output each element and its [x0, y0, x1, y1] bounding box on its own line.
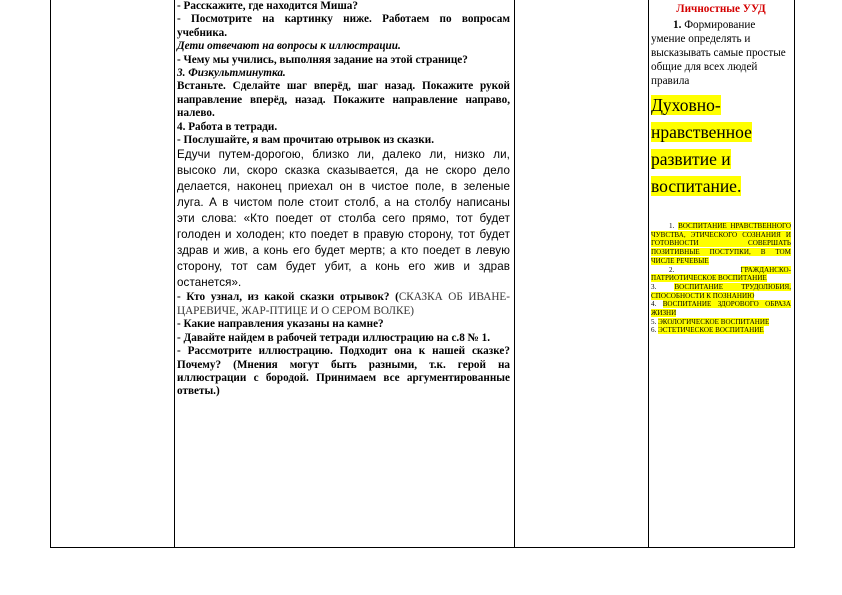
item-text: Формирование умение определять и высказывать самые простые общие для всех людей правила — [651, 19, 786, 87]
big-heading-line: воспитание. — [651, 176, 742, 196]
section-heading: 3. Физкультминутка. — [177, 67, 286, 80]
fairy-tale-excerpt: Едучи путем-дорогою, близко ли, далеко ли, низко ли, высоко ли, скоро сказка сказывается, да не скоро дело делается, наконец приехал он в чистое поле, в зеленые луга. А в чистом поле стоит столб, а на столбу написаны эти слова: «Кто поедет от столба сего прямо, тот будет голоден и холоден; кто поедет в правую сторону, тот будет здрав и жив, а конь его будет мертв; а кто поедет в левую сторону, тот сам будет убит, а конь его жив и здрав останется». — [177, 148, 510, 290]
table-border-right — [794, 0, 795, 548]
lesson-content-cell — [177, 0, 510, 399]
list-item — [651, 222, 791, 266]
list-item — [651, 318, 791, 327]
list-number: 6. — [651, 326, 657, 335]
question-text: - Кто узнал, из какой сказки отрывок? ( — [177, 291, 399, 304]
list-number: 3. — [651, 282, 657, 291]
uud-item-1 — [651, 18, 791, 88]
table-border-left — [50, 0, 51, 548]
text-line: - Чему мы учились, выполняя задание на этой странице? — [177, 53, 468, 66]
table-divider-1 — [174, 0, 175, 548]
text-line: Встаньте. Сделайте шаг вперёд, шаг назад. Покажите рукой направление вперёд, назад. Покажите направление направо, налево. — [177, 80, 510, 120]
table-divider-3 — [648, 0, 649, 548]
text-line: - Расскажите, где находится Миша? — [177, 0, 358, 12]
table-divider-2 — [514, 0, 515, 548]
list-number: 5. — [651, 317, 657, 326]
text-line: - Какие направления указаны на камне? — [177, 318, 384, 331]
list-text: ЭСТЕТИЧЕСКОЕ ВОСПИТАНИЕ — [658, 326, 764, 335]
list-text: ВОСПИТАНИЕ НРАВСТВЕННОГО ЧУВСТВА, ЭТИЧЕСКОГО СОЗНАНИЯ И ГОТОВНОСТИ СОВЕРШАТЬ ПОЗИТИВНЫЕ ПОСТУПКИ, В ТОМ ЧИСЛЕ РЕЧЕВЫЕ — [651, 222, 791, 265]
big-heading — [651, 92, 791, 200]
list-text: ВОСПИТАНИЕ ТРУДОЛЮБИЯ, СПОСОБНОСТИ К ПОЗНАНИЮ — [651, 282, 791, 300]
list-text: ЭКОЛОГИЧЕСКОЕ ВОСПИТАНИЕ — [658, 317, 770, 326]
question-line — [177, 291, 510, 318]
section-heading: 4. Работа в тетради. — [177, 120, 278, 133]
list-number: 4. — [651, 300, 657, 309]
uud-title: Личностные УУД — [676, 3, 766, 15]
uud-cell — [651, 0, 791, 335]
big-heading-line: нравственное — [651, 122, 752, 142]
item-number: 1. — [673, 19, 682, 31]
list-item — [651, 300, 791, 317]
list-number: 2. — [669, 265, 675, 274]
big-heading-line: развитие и — [651, 149, 731, 169]
list-number: 1. — [669, 222, 675, 230]
table-border-bottom — [50, 547, 795, 548]
list-item — [651, 326, 791, 335]
text-line: Дети отвечают на вопросы к иллюстрации. — [177, 40, 401, 53]
answer-text: СКАЗКА ОБ ИВАНЕ-ЦАРЕВИЧЕ, ЖАР-ПТИЦЕ И О СЕРОМ ВОЛКЕ) — [177, 291, 510, 317]
text-line: - Посмотрите на картинку ниже. Работаем по вопросам учебника. — [177, 13, 510, 39]
list-text: ГРАЖДАНСКО-ПАТРИОТИЧЕСКОЕ ВОСПИТАНИЕ — [651, 265, 791, 283]
text-line: - Рассмотрите иллюстрацию. Подходит она к нашей сказке? Почему? (Мнения могут быть разными, т.к. герой на иллюстрации с бородой. Принимаем все аргументированные ответы.) — [177, 345, 510, 398]
list-text: ВОСПИТАНИЕ ЗДОРОВОГО ОБРАЗА ЖИЗНИ — [651, 300, 791, 318]
big-heading-line: Духовно- — [651, 95, 721, 115]
education-list — [651, 222, 791, 335]
list-item — [651, 283, 791, 300]
text-line: - Давайте найдем в рабочей тетради иллюстрацию на с.8 № 1. — [177, 331, 491, 344]
text-line: - Послушайте, я вам прочитаю отрывок из сказки. — [177, 134, 434, 147]
list-item — [651, 266, 791, 283]
